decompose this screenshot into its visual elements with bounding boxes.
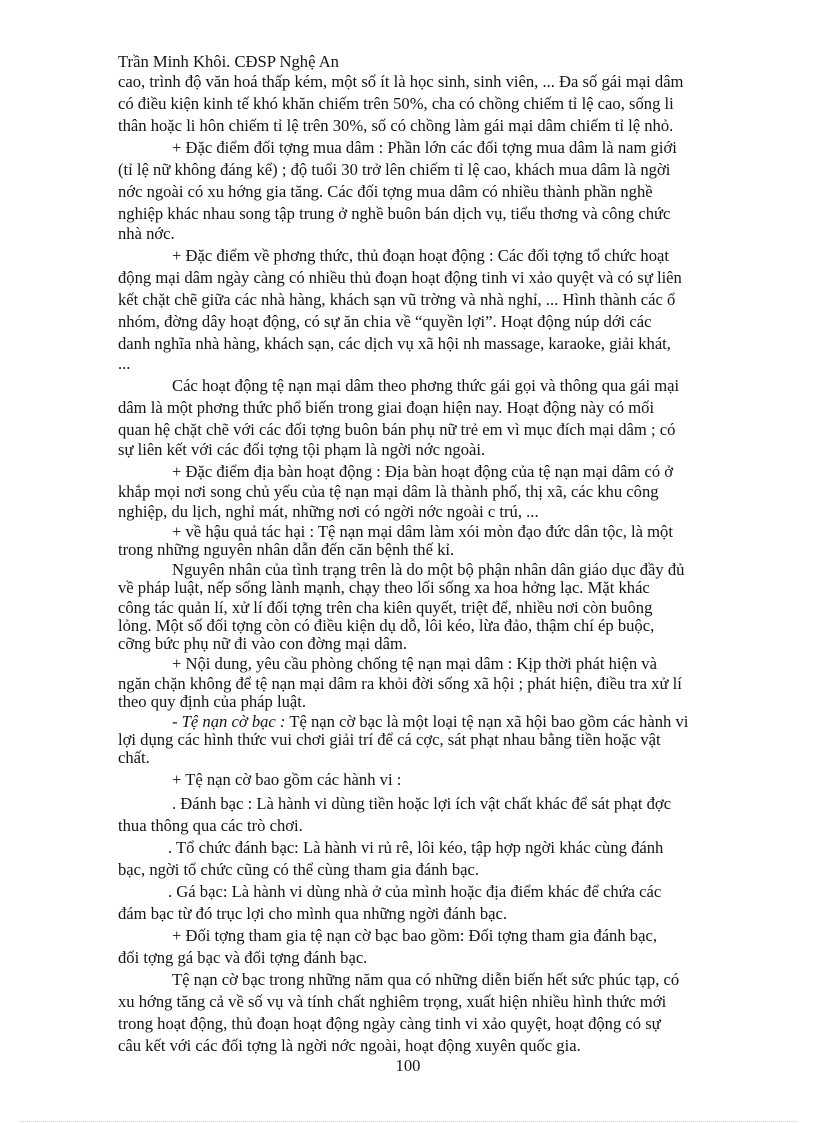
text-line: thua thông qua các trò chơi. xyxy=(118,816,303,835)
text-line: công tác quản lí, xử lí đối tợng trên cha kiên quyết, triệt để, nhiều nơi còn buông xyxy=(118,598,653,617)
text-line: nghiệp, du lịch, nghỉ mát, những nơi có ngời nớc ngoài c trú, ... xyxy=(118,502,539,521)
text-line: ngăn chặn không để tệ nạn mại dâm ra khỏi đời sống xã hội ; phát hiện, điều tra xử lí xyxy=(118,674,682,693)
text-line: nghiệp khác nhau song tập trung ở nghề buôn bán dịch vụ, tiểu thơng và công chức xyxy=(118,204,671,223)
text-line: đám bạc từ đó trục lợi cho mình qua những ngời đánh bạc. xyxy=(118,904,507,923)
text-line: . Đánh bạc : Là hành vi dùng tiền hoặc lợi ích vật chất khác để sát phạt đợc xyxy=(172,794,672,813)
text-line xyxy=(172,712,688,732)
text-line: về pháp luật, nếp sống lành mạnh, chạy theo lối sống xa hoa hởng lạc. Mặt khác xyxy=(118,578,650,597)
text-line: cao, trình độ văn hoá thấp kém, một số ít là học sinh, sinh viên, ... Đa số gái mại dâm xyxy=(118,72,684,91)
running-header: Trần Minh Khôi. CĐSP Nghệ An xyxy=(118,52,339,71)
text-line: có điều kiện kinh tế khó khăn chiếm trên 50%, cha có chồng chiếm tỉ lệ cao, sống li xyxy=(118,94,674,113)
text-line: Nguyên nhân của tình trạng trên là do một bộ phận nhân dân giáo dục đầy đủ xyxy=(172,560,685,579)
text-line: câu kết với các đối tợng là ngời nớc ngoài, hoạt động xuyên quốc gia. xyxy=(118,1036,581,1055)
text-line: trong hoạt động, thủ đoạn hoạt động ngày càng tinh vi xảo quyệt, hoạt động có sự xyxy=(118,1014,661,1033)
page-number: 100 xyxy=(395,1056,421,1075)
text-line: + Tệ nạn cờ bao gồm các hành vi : xyxy=(172,770,402,789)
text-line: nhóm, đờng dây hoạt động, có sự ăn chia về “quyền lợi”. Hoạt động núp dới các xyxy=(118,312,652,331)
text-line: ... xyxy=(118,354,131,373)
text-line: theo quy định của pháp luật. xyxy=(118,692,307,711)
text-line: quan hệ chặt chẽ với các đối tợng buôn bán phụ nữ trẻ em vì mục đích mại dâm ; có xyxy=(118,420,676,439)
text-line: lợi dụng các hình thức vui chơi giải trí để cá cợc, sát phạt nhau bằng tiền hoặc vật xyxy=(118,730,661,749)
text-line: bạc, ngời tổ chức cũng có thể cùng tham gia đánh bạc. xyxy=(118,860,480,879)
text-line: chất. xyxy=(118,748,150,767)
text-line: xu hớng tăng cả về số vụ và tính chất nghiêm trọng, xuất hiện nhiều hình thức mới xyxy=(118,992,667,1011)
text-line: sự liên kết với các đối tợng tội phạm là ngời nớc ngoài. xyxy=(118,440,486,459)
text-line: nhà nớc. xyxy=(118,224,175,243)
text-line: + Đối tợng tham gia tệ nạn cờ bạc bao gồm: Đối tợng tham gia đánh bạc, xyxy=(172,926,657,945)
text-line: kết chặt chẽ giữa các nhà hàng, khách sạn vũ trờng và nhà nghỉ, ... Hình thành các ổ xyxy=(118,290,676,309)
text-line: + về hậu quả tác hại : Tệ nạn mại dâm làm xói mòn đạo đức dân tộc, là một xyxy=(172,522,673,541)
text-line: nớc ngoài có xu hớng gia tăng. Các đối tợng mua dâm có nhiều thành phần nghề xyxy=(118,182,653,201)
text-line: động mại dâm ngày càng có nhiều thủ đoạn hoạt động tinh vi xảo quyệt và có sự liên xyxy=(118,268,682,287)
section-heading: - Tệ nạn cờ bạc : xyxy=(172,712,286,731)
text-line: lỏng. Một số đối tợng còn có điều kiện dụ dỗ, lôi kéo, lừa đảo, thậm chí ép buộc, xyxy=(118,616,655,635)
text-line: dâm là một phơng thức phổ biến trong giai đoạn hiện nay. Hoạt động này có mối xyxy=(118,398,655,417)
text-line: cỡng bức phụ nữ đi vào con đờng mại dâm. xyxy=(118,634,407,653)
section-text: Tệ nạn cờ bạc là một loại tệ nạn xã hội bao gồm các hành vi xyxy=(285,712,689,731)
page-bottom-divider xyxy=(20,1121,796,1122)
text-line: Các hoạt động tệ nạn mại dâm theo phơng thức gái gọi và thông qua gái mại xyxy=(172,376,680,395)
text-line: . Tổ chức đánh bạc: Là hành vi rủ rê, lôi kéo, tập hợp ngời khác cùng đánh xyxy=(168,838,664,857)
text-line: + Nội dung, yêu cầu phòng chống tệ nạn mại dâm : Kịp thời phát hiện và xyxy=(172,654,657,673)
text-line: + Đặc điểm đối tợng mua dâm : Phần lớn các đối tợng mua dâm là nam giới xyxy=(172,138,677,157)
text-line: trong những nguyên nhân dẫn đến căn bệnh thế kỉ. xyxy=(118,540,455,559)
text-line: khắp mọi nơi song chủ yếu của tệ nạn mại dâm là thành phố, thị xã, các khu công xyxy=(118,482,659,501)
text-line: . Gá bạc: Là hành vi dùng nhà ở của mình hoặc địa điểm khác để chứa các xyxy=(168,882,662,901)
text-line: + Đặc điểm địa bàn hoạt động : Địa bàn hoạt động của tệ nạn mại dâm có ở xyxy=(172,462,674,481)
text-line: + Đặc điểm về phơng thức, thủ đoạn hoạt động : Các đối tợng tổ chức hoạt xyxy=(172,246,669,265)
text-line: thân hoặc li hôn chiếm tỉ lệ trên 30%, số có chồng làm gái mại dâm chiếm tỉ lệ nhỏ. xyxy=(118,116,674,135)
text-line: danh nghĩa nhà hàng, khách sạn, các dịch vụ xã hội nh massage, karaoke, giải khát, xyxy=(118,334,671,353)
text-line: Tệ nạn cờ bạc trong những năm qua có những diễn biến hết sức phúc tạp, có xyxy=(172,970,680,989)
text-line: (tỉ lệ nữ không đáng kể) ; độ tuổi 30 trở lên chiếm tỉ lệ cao, khách mua dâm là ngời xyxy=(118,160,671,179)
text-line: đối tợng gá bạc và đối tợng đánh bạc. xyxy=(118,948,368,967)
